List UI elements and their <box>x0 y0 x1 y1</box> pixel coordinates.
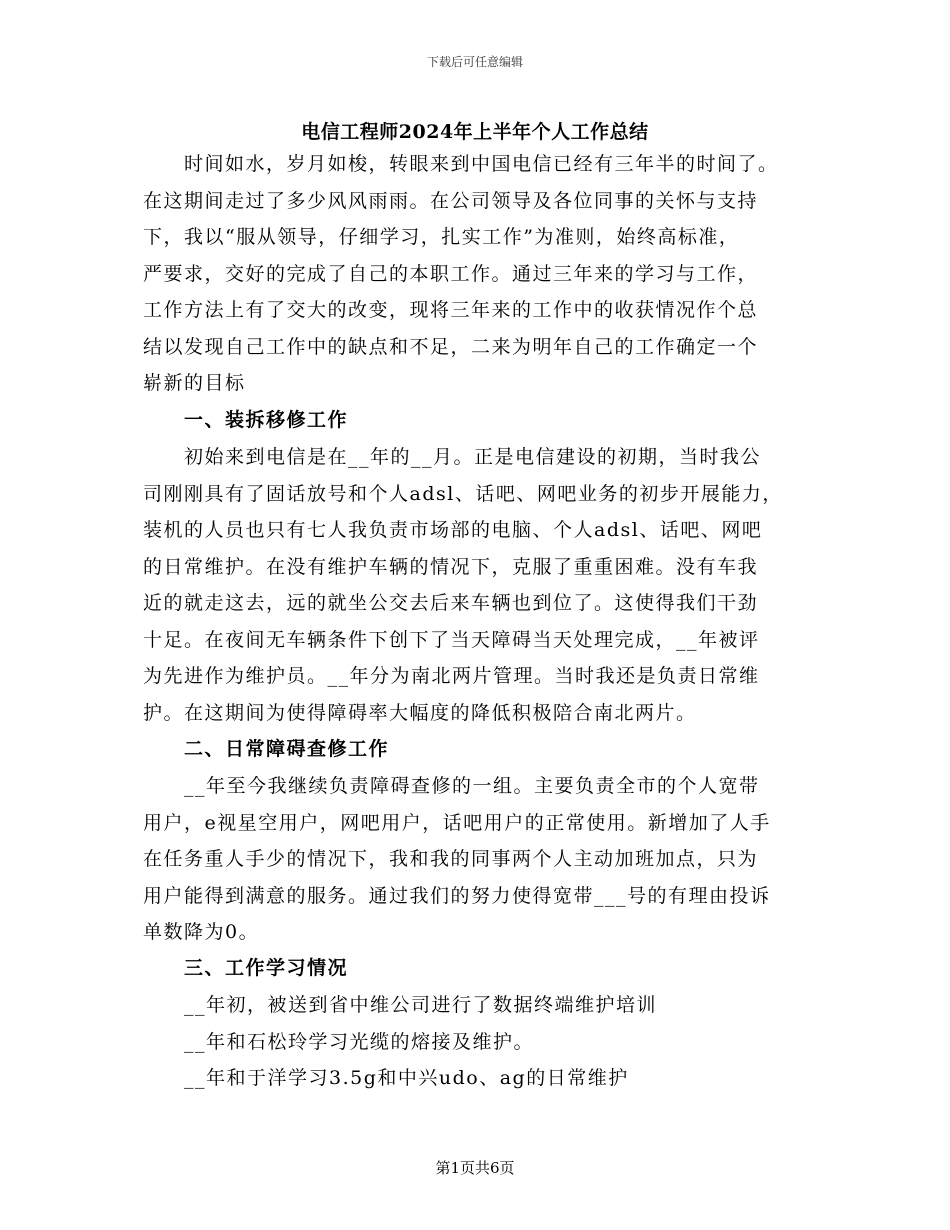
text-line: 初始来到电信是在__年的__月。正是电信建设的初期，当时我公 <box>143 446 762 468</box>
text-line: 在这期间走过了多少风风雨雨。在公司领导及各位同事的关怀与支持 <box>143 189 759 212</box>
text-line: 的日常维护。在没有维护车辆的情况下，克服了重重困难。没有车我 <box>143 555 759 578</box>
text-line: 下，我以“服从领导，仔细学习，扎实工作”为准则，始终高标准， <box>143 226 740 248</box>
section-paragraph <box>143 987 823 1097</box>
text-line: 用户能得到满意的服务。通过我们的努力使得宽带___号的有理由投诉 <box>143 884 771 907</box>
text-line: 护。在这期间为使得障碍率大幅度的降低积极陪合南北两片。 <box>143 701 697 724</box>
text-line: 装机的人员也只有七人我负责市场部的电脑、个人adsl、话吧、网吧 <box>143 519 763 541</box>
text-line: 司刚刚具有了固话放号和个人adsl、话吧、网吧业务的初步开展能力， <box>143 482 783 505</box>
text-line: __年初，被送到省中维公司进行了数据终端维护培训 <box>143 994 658 1016</box>
text-line: 用户，e视星空用户，网吧用户，话吧用户的正常使用。新增加了人手 <box>143 811 771 834</box>
text-line: __年至今我继续负责障碍查修的一组。主要负责全市的个人宽带 <box>143 775 760 797</box>
page-footer: 第1页共6页 <box>435 1159 515 1177</box>
text-line: 近的就走这去，远的就坐公交去后来车辆也到位了。这使得我们干劲 <box>143 592 759 614</box>
intro-paragraph <box>143 146 823 402</box>
text-line: 崭新的目标 <box>143 372 246 394</box>
section-heading <box>143 950 823 987</box>
text-line: 十足。在夜间无车辆条件下创下了当天障碍当天处理完成，__年被评 <box>143 628 760 651</box>
text-line: __年和于洋学习3.5g和中兴udo、ag的日常维护 <box>143 1067 629 1089</box>
text-line: 严要求，交好的完成了自己的本职工作。通过三年来的学习与工作， <box>143 262 759 285</box>
text-line: 为先进作为维护员。__年分为南北两片管理。当时我还是负责日常维 <box>143 665 760 687</box>
text-line: 工作方法上有了交大的改变，现将三年来的工作中的收获情况作个总 <box>143 299 759 321</box>
text-line: 结以发现自己工作中的缺点和不足，二来为明年自己的工作确定一个 <box>143 335 759 358</box>
text-line: 单数降为0。 <box>143 921 260 943</box>
section-paragraph <box>143 768 823 951</box>
section-heading-text: 一、装拆移修工作 <box>143 409 349 431</box>
section-heading <box>143 402 823 439</box>
section-heading-text: 二、日常障碍查修工作 <box>143 738 390 760</box>
section-heading-text: 三、工作学习情况 <box>143 957 349 979</box>
document-title: 电信工程师2024年上半年个人工作总结 <box>301 121 649 143</box>
section-paragraph <box>143 439 823 731</box>
text-line: 在任务重人手少的情况下，我和我的同事两个人主动加班加点，只为 <box>143 848 759 870</box>
text-line: __年和石松玲学习光缆的熔接及维护。 <box>143 1030 535 1053</box>
header-note: 下载后可任意编辑 <box>426 55 523 69</box>
text-line: 时间如水，岁月如梭，转眼来到中国电信已经有三年半的时间了。 <box>143 153 779 175</box>
section-heading <box>143 731 823 768</box>
